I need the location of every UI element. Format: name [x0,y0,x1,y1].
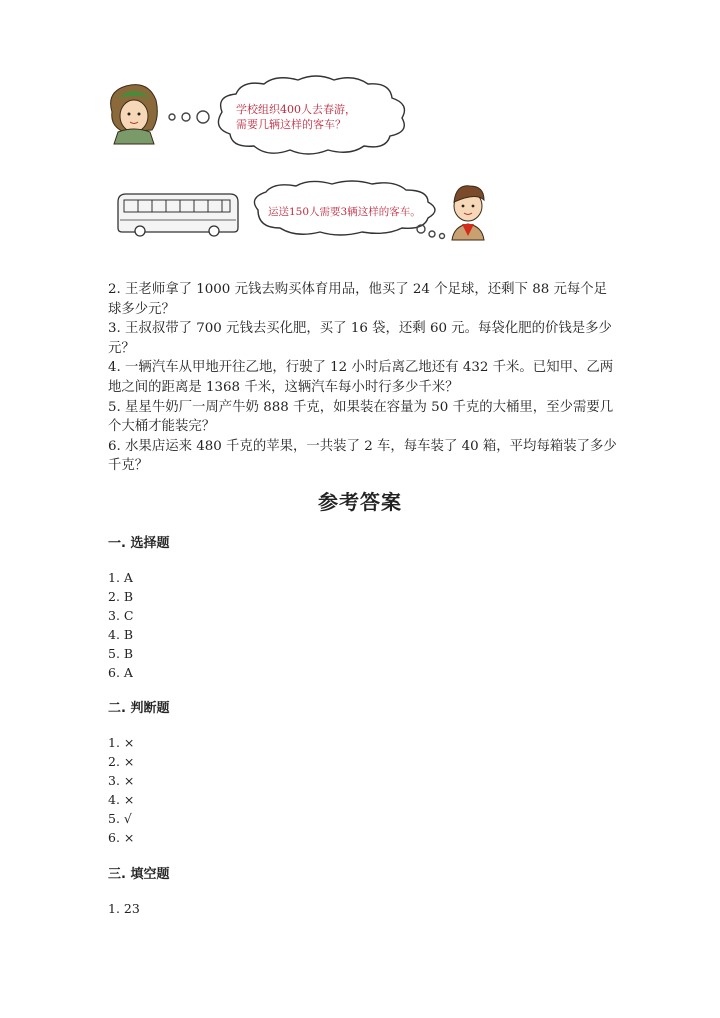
answer-item: 4. × [108,792,135,807]
problem-item: 6. 水果店运来 480 千克的苹果，一共装了 2 车，每车装了 40 箱，平均每箱装了多少千克？ [108,438,617,474]
boy-figure [452,186,484,240]
answer-item: 5. B [108,646,134,661]
answer-key-title: 参考答案 [318,490,402,514]
choice-answers [108,568,133,682]
girl-figure [111,85,158,144]
answer-item: 1. 23 [108,901,140,916]
boy-bubble-text: 运送150人需要3辆这样的客车。 [268,206,421,218]
answer-item: 3. C [108,608,134,623]
answer-item: 2. B [108,589,134,604]
section-heading-judgement: 二. 判断题 [108,701,170,716]
problem-item: 2. 王老师拿了 1000 元钱去购买体育用品，他买了 24 个足球，还剩下 88 元每个足球多少元？ [108,282,608,317]
section-heading-fill-blank: 三. 填空题 [108,867,170,882]
bus-drawing [118,194,238,236]
fill-blank-answers [108,899,140,918]
girl-bubble-text: 学校组织400人去春游，需要几辆这样的客车？ [236,103,356,131]
judgement-answers [108,733,134,847]
answer-item: 1. × [108,735,135,750]
problem-list [108,280,618,476]
answer-item: 6. × [108,830,135,845]
problem-item: 5. 星星牛奶厂一周产牛奶 888 千克，如果装在容量为 50 千克的大桶里，至少需要几个大桶才能装完？ [108,399,614,435]
answer-item: 6. A [108,665,133,680]
problem-item: 3. 王叔叔带了 700 元钱去买化肥，买了 16 袋，还剩 60 元。每袋化肥的价钱是多少元？ [108,321,612,356]
answer-item: 1. A [108,570,133,585]
section-heading-choice: 一. 选择题 [108,536,170,551]
answer-item: 2. × [108,754,135,769]
answer-item: 4. B [108,627,134,642]
problem-item: 4. 一辆汽车从甲地开往乙地，行驶了 12 小时后离乙地还有 432 千米。已知甲、乙两地之间的距离是 1368 千米，这辆汽车每小时行多少千米？ [108,360,614,395]
answer-item: 5. √ [108,811,132,826]
answer-item: 3. × [108,773,135,788]
